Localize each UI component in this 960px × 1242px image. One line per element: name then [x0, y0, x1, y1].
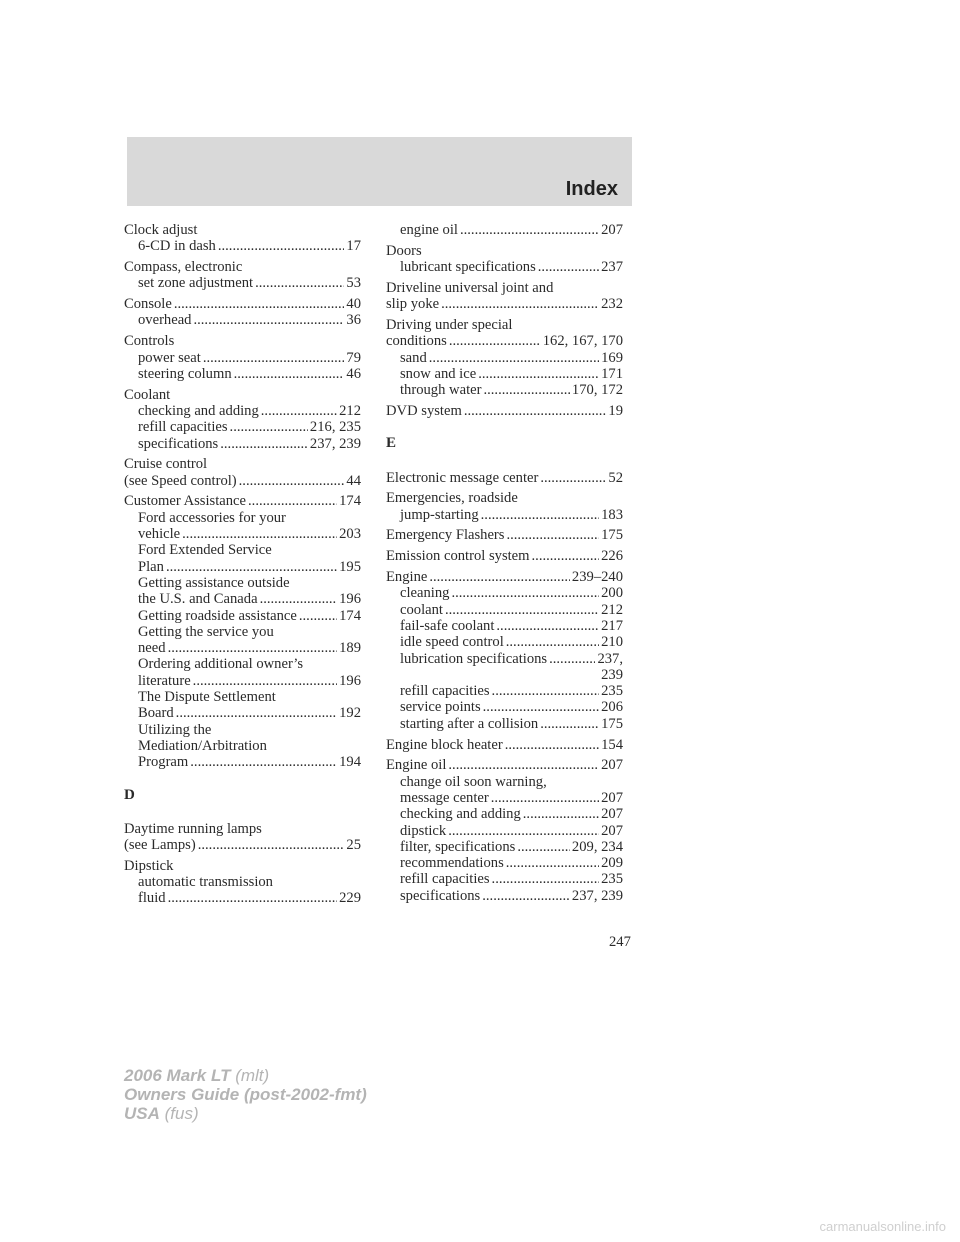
index-term: the U.S. and Canada: [138, 591, 258, 608]
index-subentry-line: [124, 275, 361, 291]
index-term: Engine: [386, 569, 428, 586]
index-entry: [124, 296, 361, 329]
leader-dots: [193, 312, 344, 328]
index-term: lubricant specifications: [400, 259, 536, 276]
leader-dots: [193, 673, 337, 689]
leader-dots: [492, 683, 600, 699]
index-term: Coolant: [124, 386, 171, 403]
index-subentry-line: [386, 855, 623, 871]
leader-dots: [299, 608, 337, 624]
index-term: message center: [400, 789, 489, 806]
index-page-ref: 171: [601, 365, 623, 382]
leader-dots: [174, 296, 345, 312]
index-entry-line: [124, 259, 361, 275]
index-entry: [386, 757, 623, 904]
index-term: Driveline universal joint and: [386, 279, 554, 296]
index-entry: [386, 222, 623, 238]
index-letter-heading: D: [124, 786, 135, 803]
footer-model: 2006 Mark LT: [124, 1066, 231, 1085]
index-term: engine oil: [400, 222, 458, 238]
index-entry: [124, 821, 361, 854]
index-subentry-line: [124, 419, 361, 435]
index-page-ref: 209: [601, 855, 623, 872]
index-term: service points: [400, 699, 481, 716]
index-subentry-line: [124, 542, 361, 558]
index-term: Controls: [124, 333, 175, 350]
index-term: idle speed control: [400, 634, 504, 651]
leader-dots: [492, 871, 600, 887]
index-term: Engine oil: [386, 757, 447, 774]
index-subentry-line: [386, 823, 623, 839]
index-term: refill capacities: [400, 871, 490, 888]
index-column-left: [124, 222, 361, 911]
index-term: Engine block heater: [386, 736, 503, 753]
index-page-ref: 19: [608, 402, 623, 419]
index-subentry-line: [124, 436, 361, 452]
leader-dots: [482, 888, 570, 904]
leader-dots: [190, 754, 337, 770]
leader-dots: [220, 436, 308, 452]
leader-dots: [429, 350, 599, 366]
index-entry-line: [386, 548, 623, 564]
index-term: set zone adjustment: [138, 275, 254, 292]
index-subentry-line: [386, 888, 623, 904]
index-term: Daytime running lamps: [124, 820, 262, 837]
index-entry: [124, 493, 361, 770]
index-page-ref: 44: [346, 472, 361, 489]
index-entry-line: [124, 296, 361, 312]
index-page-ref: 203: [339, 526, 361, 543]
leader-dots: [517, 839, 570, 855]
index-term: steering column: [138, 365, 232, 382]
index-entry: [386, 243, 623, 276]
index-page-ref: 174: [339, 493, 361, 510]
index-term: automatic transmission: [138, 874, 273, 891]
leader-dots: [505, 737, 599, 753]
index-entry-line: [386, 280, 623, 296]
leader-dots: [168, 640, 338, 656]
index-term: specifications: [400, 887, 481, 904]
index-entry-line: [124, 821, 361, 837]
index-page-ref: 170, 172: [571, 382, 623, 399]
index-term: overhead: [138, 312, 192, 329]
index-entry-line: [124, 473, 361, 489]
index-page-ref: 17: [346, 238, 361, 255]
index-page-ref: 210: [601, 634, 623, 651]
leader-dots: [445, 602, 599, 618]
index-term: dipstick: [400, 822, 447, 839]
leader-dots: [506, 855, 599, 871]
index-entry: [386, 737, 623, 753]
index-term: filter, specifications: [400, 838, 516, 855]
index-page-ref: 232: [601, 296, 623, 313]
index-page-ref: 200: [601, 585, 623, 602]
index-page-ref: 196: [339, 591, 361, 608]
index-subentry-line: [124, 624, 361, 640]
index-term: literature: [138, 672, 191, 689]
index-entry-line: [124, 837, 361, 853]
index-subentry-line: [124, 754, 361, 770]
index-page-ref: 209, 234: [571, 838, 623, 855]
index-subentry-line: [386, 585, 623, 601]
index-page-ref: 239–240: [571, 569, 623, 586]
index-page-ref: 79: [346, 349, 361, 366]
index-subentry-line: [386, 259, 623, 275]
index-page-ref: 207: [601, 222, 623, 238]
index-subentry-line: [386, 382, 623, 398]
index-page-ref: 192: [339, 705, 361, 722]
index-term: vehicle: [138, 526, 181, 543]
watermark: carmanualsonline.info: [819, 1219, 946, 1234]
leader-dots: [203, 350, 345, 366]
index-term: refill capacities: [400, 683, 490, 700]
index-term: Plan: [138, 558, 164, 575]
index-term: Board: [138, 705, 174, 722]
index-term: The Dispute Settlement: [138, 689, 276, 706]
index-page-ref: 169: [601, 349, 623, 366]
index-term: refill capacities: [138, 419, 228, 436]
leader-dots: [532, 548, 600, 564]
index-subentry-line: [124, 640, 361, 656]
index-page-ref: 207: [601, 806, 623, 823]
index-subentry-line: [386, 716, 623, 732]
index-subentry-line: [124, 403, 361, 419]
index-entry-line: [124, 387, 361, 403]
index-term: DVD system: [386, 402, 462, 419]
leader-dots: [182, 526, 337, 542]
index-term: Getting roadside assistance: [138, 607, 297, 624]
page-number: 247: [609, 934, 631, 950]
index-subentry-line: [386, 651, 623, 667]
index-page-ref: 235: [601, 871, 623, 888]
index-term: Getting the service you: [138, 623, 274, 640]
index-entry-line: [124, 456, 361, 472]
index-subentry-line: [124, 366, 361, 382]
index-entry: [386, 569, 623, 732]
leader-dots: [448, 757, 599, 773]
index-entry: [386, 280, 623, 313]
index-term: checking and adding: [138, 402, 259, 419]
leader-dots: [260, 591, 338, 607]
index-page-ref: 52: [608, 469, 623, 486]
index-entry-line: [386, 333, 623, 349]
index-entry-line: [124, 858, 361, 874]
index-entry-line: [124, 222, 361, 238]
index-term: cleaning: [400, 585, 450, 602]
leader-dots: [478, 366, 599, 382]
index-subentry-line: [386, 774, 623, 790]
leader-dots: [176, 705, 337, 721]
leader-dots: [540, 470, 606, 486]
index-term: through water: [400, 382, 482, 399]
leader-dots: [491, 790, 599, 806]
index-term: slip yoke: [386, 296, 440, 313]
index-entry-line: [386, 243, 623, 259]
index-page-ref: 206: [601, 699, 623, 716]
leader-dots: [523, 806, 599, 822]
leader-dots: [441, 296, 599, 312]
index-subentry-line: [124, 689, 361, 705]
index-subentry-line: [124, 722, 361, 738]
index-entry-line: [124, 493, 361, 509]
leader-dots: [218, 238, 345, 254]
index-term: lubrication specifications: [400, 650, 548, 667]
leader-dots: [481, 507, 599, 523]
leader-dots: [168, 890, 338, 906]
index-page-ref: 226: [601, 548, 623, 565]
index-entry: [124, 333, 361, 382]
index-column-right: [386, 222, 623, 908]
index-term: coolant: [400, 601, 443, 618]
index-term: Ordering additional owner’s: [138, 656, 304, 673]
leader-dots: [255, 275, 344, 291]
index-term: checking and adding: [400, 806, 521, 823]
index-term: sand: [400, 349, 427, 366]
index-subentry-line: [386, 806, 623, 822]
header-band: [127, 137, 632, 206]
index-entry: [124, 222, 361, 255]
index-subentry-line: [386, 507, 623, 523]
index-subentry-line: [124, 559, 361, 575]
index-page-ref: 195: [339, 558, 361, 575]
index-page-ref: 36: [346, 312, 361, 329]
index-term: fluid: [138, 890, 166, 907]
index-page-ref: 154: [601, 736, 623, 753]
index-entry: [124, 259, 361, 292]
index-term: Cruise control: [124, 456, 208, 473]
index-page-ref: 40: [346, 296, 361, 313]
index-term: Emergencies, roadside: [386, 490, 518, 507]
index-subentry-line: [124, 673, 361, 689]
index-entry: [386, 470, 623, 486]
index-page-ref: 207: [601, 757, 623, 774]
index-page-ref: 162, 167, 170: [542, 333, 623, 350]
index-page-ref: 207: [601, 822, 623, 839]
index-page-ref: 229: [339, 890, 361, 907]
index-term: Electronic message center: [386, 469, 539, 486]
index-entry: [124, 456, 361, 489]
index-subentry-line: [124, 575, 361, 591]
index-subentry-line: [386, 602, 623, 618]
index-subentry-line: [386, 634, 623, 650]
footer-guide: Owners Guide (post-2002-fmt): [124, 1085, 367, 1104]
index-entry: [386, 490, 623, 523]
index-entry-line: [386, 737, 623, 753]
index-term: 6-CD in dash: [138, 238, 216, 255]
leader-dots: [248, 493, 337, 509]
index-term: conditions: [386, 333, 447, 350]
leader-dots: [234, 366, 345, 382]
leader-dots: [538, 259, 599, 275]
leader-dots: [239, 473, 345, 489]
index-term: snow and ice: [400, 365, 477, 382]
footer-imprint: [124, 1066, 367, 1123]
index-subentry-line: [386, 222, 623, 238]
index-page-ref: 183: [601, 506, 623, 523]
index-term: Ford accessories for your: [138, 509, 286, 526]
index-subentry-line: [124, 350, 361, 366]
index-entry-line: [124, 333, 361, 349]
leader-dots: [549, 651, 595, 667]
index-subentry-line: [124, 656, 361, 672]
index-subentry-line: [124, 608, 361, 624]
index-subentry-line: [386, 350, 623, 366]
leader-dots: [448, 823, 599, 839]
index-page-ref: 194: [339, 754, 361, 771]
index-entry-line: [386, 527, 623, 543]
index-entry: [386, 317, 623, 398]
index-page-ref: 237,: [597, 650, 623, 667]
footer-market: USA: [124, 1104, 160, 1123]
leader-dots: [230, 419, 308, 435]
index-page-ref: 25: [346, 837, 361, 854]
section-title: Index: [565, 178, 618, 200]
index-entry: [124, 858, 361, 907]
index-entry-line: [386, 470, 623, 486]
index-page-ref: 239: [601, 666, 623, 683]
index-page-ref: 237, 239: [571, 887, 623, 904]
leader-dots: [483, 382, 569, 398]
index-subentry-line: [124, 591, 361, 607]
index-page-ref: 237: [601, 259, 623, 276]
index-subentry-line: [124, 738, 361, 754]
index-term: (see Lamps): [124, 837, 196, 854]
index-entry-line: [386, 757, 623, 773]
index-subentry-line: [386, 366, 623, 382]
index-term: starting after a collision: [400, 715, 539, 732]
index-term: specifications: [138, 435, 219, 452]
index-term: Compass, electronic: [124, 259, 243, 276]
index-term: change oil soon warning,: [400, 773, 547, 790]
index-subentry-line: [124, 890, 361, 906]
index-term: Ford Extended Service: [138, 542, 272, 559]
index-subentry-line: [386, 667, 623, 683]
index-entry: [124, 387, 361, 452]
index-entry: [386, 548, 623, 564]
index-subentry-line: [124, 312, 361, 328]
index-page-ref: 175: [601, 527, 623, 544]
index-page-ref: 212: [339, 402, 361, 419]
index-subentry-line: [386, 839, 623, 855]
index-entry-line: [386, 296, 623, 312]
index-term: fail-safe coolant: [400, 617, 495, 634]
index-term: Driving under special: [386, 316, 513, 333]
index-page-ref: 174: [339, 607, 361, 624]
index-subentry-line: [124, 510, 361, 526]
index-entry-line: [386, 490, 623, 506]
index-subentry-line: [386, 683, 623, 699]
index-subentry-line: [124, 705, 361, 721]
index-subentry-line: [386, 699, 623, 715]
index-page-ref: 216, 235: [309, 419, 361, 436]
leader-dots: [166, 559, 337, 575]
index-term: Getting assistance outside: [138, 574, 290, 591]
index-entry-line: [386, 403, 623, 419]
index-term: Clock adjust: [124, 222, 198, 238]
index-term: Program: [138, 754, 189, 771]
index-term: Doors: [386, 242, 422, 259]
index-term: (see Speed control): [124, 472, 237, 489]
index-entry: [386, 527, 623, 543]
footer-market-code: (fus): [164, 1104, 199, 1123]
leader-dots: [451, 585, 599, 601]
index-entry: [386, 403, 623, 419]
leader-dots: [506, 634, 599, 650]
index-page-ref: 235: [601, 683, 623, 700]
leader-dots: [449, 333, 541, 349]
index-term: power seat: [138, 349, 201, 366]
leader-dots: [483, 699, 599, 715]
leader-dots: [460, 222, 599, 238]
index-term: Mediation/Arbitration: [138, 737, 267, 754]
leader-dots: [464, 403, 607, 419]
index-subentry-line: [386, 618, 623, 634]
index-letter-heading: E: [386, 435, 397, 452]
leader-dots: [540, 716, 599, 732]
index-subentry-line: [124, 874, 361, 890]
index-page-ref: 53: [346, 275, 361, 292]
index-page-ref: 212: [601, 601, 623, 618]
footer-model-code: (mlt): [235, 1066, 270, 1085]
index-term: recommendations: [400, 855, 504, 872]
leader-dots: [496, 618, 599, 634]
index-entry-line: [386, 569, 623, 585]
index-page-ref: 46: [346, 365, 361, 382]
leader-dots: [261, 403, 337, 419]
index-term: need: [138, 640, 166, 657]
index-term: jump-starting: [400, 506, 479, 523]
index-page-ref: 237, 239: [309, 435, 361, 452]
index-page-ref: 207: [601, 789, 623, 806]
index-subentry-line: [124, 238, 361, 254]
index-term: Console: [124, 296, 172, 313]
index-page-ref: 175: [601, 715, 623, 732]
index-page-ref: 189: [339, 640, 361, 657]
index-term: Emission control system: [386, 548, 530, 565]
index-page-ref: 196: [339, 672, 361, 689]
index-subentry-line: [386, 790, 623, 806]
index-term: Emergency Flashers: [386, 527, 505, 544]
index-term: Utilizing the: [138, 721, 212, 738]
index-term: Dipstick: [124, 857, 174, 874]
leader-dots: [429, 569, 570, 585]
index-entry-line: [386, 317, 623, 333]
index-term: Customer Assistance: [124, 493, 247, 510]
index-page-ref: 217: [601, 617, 623, 634]
index-subentry-line: [386, 871, 623, 887]
leader-dots: [198, 837, 345, 853]
leader-dots: [506, 527, 599, 543]
index-subentry-line: [124, 526, 361, 542]
